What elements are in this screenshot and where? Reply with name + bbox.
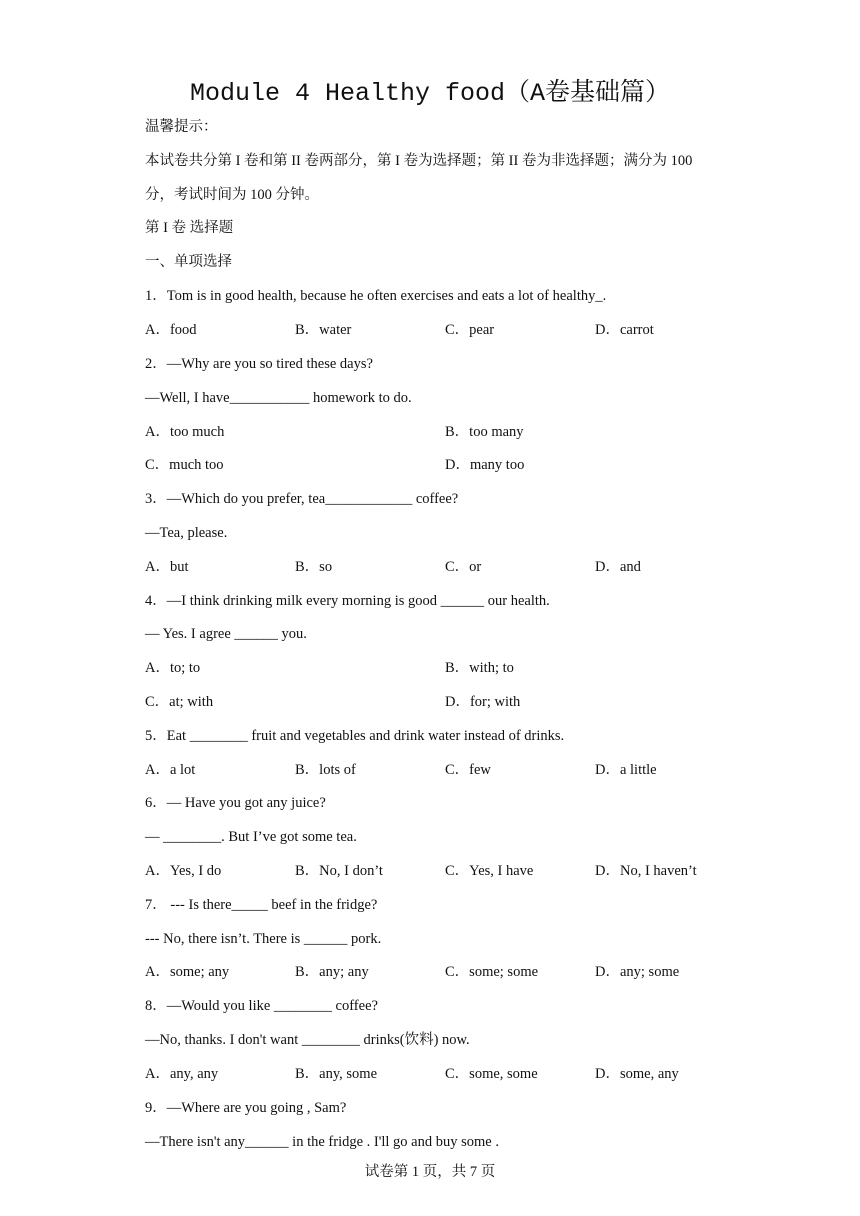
question-5-option-d[interactable]: D．a little bbox=[595, 762, 657, 778]
question-2-option-a[interactable]: A．too much bbox=[145, 424, 225, 440]
question-4-option-d[interactable]: D．for; with bbox=[445, 694, 521, 710]
question-3-option-a[interactable]: A．but bbox=[145, 559, 189, 575]
page-title: Module 4 Healthy food（A卷基础篇） bbox=[189, 79, 671, 108]
tip-line-2: 分，考试时间为 100 分钟。 bbox=[145, 187, 319, 203]
question-3-option-b[interactable]: B．so bbox=[295, 559, 333, 575]
question-2-reply: —Well, I have___________ homework to do. bbox=[145, 390, 412, 406]
question-6-option-d[interactable]: D．No, I haven’t bbox=[595, 863, 697, 879]
question-8-option-d[interactable]: D．some, any bbox=[595, 1066, 679, 1082]
question-3-reply: —Tea, please. bbox=[145, 525, 228, 541]
question-1-option-a[interactable]: A．food bbox=[145, 322, 197, 338]
question-8-option-b[interactable]: B．any, some bbox=[295, 1066, 378, 1082]
question-9-stem: 9．—Where are you going , Sam? bbox=[145, 1100, 347, 1116]
question-9-reply: —There isn't any______ in the fridge . I'll go and buy some . bbox=[145, 1134, 499, 1150]
question-4-option-a[interactable]: A．to; to bbox=[145, 660, 201, 676]
question-4-stem: 4．—I think drinking milk every morning is good ______ our health. bbox=[145, 593, 550, 609]
question-1-option-c[interactable]: C．pear bbox=[445, 322, 495, 338]
part-heading: 第 I 卷 选择题 bbox=[145, 220, 234, 236]
question-4-option-c[interactable]: C．at; with bbox=[145, 694, 214, 710]
question-2-option-b[interactable]: B．too many bbox=[445, 424, 524, 440]
question-4-option-b[interactable]: B．with; to bbox=[445, 660, 514, 676]
question-2-stem: 2．—Why are you so tired these days? bbox=[145, 356, 373, 372]
question-5-stem: 5．Eat ________ fruit and vegetables and drink water instead of drinks. bbox=[145, 728, 565, 744]
section-heading: 一、单项选择 bbox=[145, 254, 232, 270]
question-5-option-c[interactable]: C．few bbox=[445, 762, 491, 778]
question-6-option-c[interactable]: C．Yes, I have bbox=[445, 863, 534, 879]
question-5-option-b[interactable]: B．lots of bbox=[295, 762, 356, 778]
question-8-option-a[interactable]: A．any, any bbox=[145, 1066, 219, 1082]
question-6-option-a[interactable]: A．Yes, I do bbox=[145, 863, 222, 879]
question-8-stem: 8．—Would you like ________ coffee? bbox=[145, 998, 378, 1014]
question-8-option-c[interactable]: C．some, some bbox=[445, 1066, 538, 1082]
question-3-stem: 3．—Which do you prefer, tea____________ coffee? bbox=[145, 491, 459, 507]
question-7-option-d[interactable]: D．any; some bbox=[595, 964, 680, 980]
question-7-option-a[interactable]: A．some; any bbox=[145, 964, 230, 980]
question-7-reply: --- No, there isn’t. There is ______ pork. bbox=[145, 931, 382, 947]
question-1-option-b[interactable]: B．water bbox=[295, 322, 352, 338]
question-1-option-d[interactable]: D．carrot bbox=[595, 322, 654, 338]
question-7-stem: 7． --- Is there_____ beef in the fridge? bbox=[145, 897, 378, 913]
question-6-option-b[interactable]: B．No, I don’t bbox=[295, 863, 383, 879]
tip-label: 温馨提示： bbox=[145, 119, 218, 135]
question-3-option-c[interactable]: C．or bbox=[445, 559, 482, 575]
question-7-option-b[interactable]: B．any; any bbox=[295, 964, 369, 980]
question-5-option-a[interactable]: A．a lot bbox=[145, 762, 196, 778]
question-7-option-c[interactable]: C．some; some bbox=[445, 964, 539, 980]
question-8-reply: —No, thanks. I don't want ________ drinks(饮料) now. bbox=[145, 1032, 470, 1048]
page-footer: 试卷第 1 页，共 7 页 bbox=[364, 1164, 496, 1180]
question-6-stem: 6．— Have you got any juice? bbox=[145, 795, 326, 811]
tip-line-1: 本试卷共分第 I 卷和第 II 卷两部分，第 I 卷为选择题；第 II 卷为非选择题；满分为 100 bbox=[145, 153, 693, 169]
question-1-stem: 1．Tom is in good health, because he often exercises and eats a lot of healthy_. bbox=[145, 288, 607, 304]
question-3-option-d[interactable]: D．and bbox=[595, 559, 641, 575]
question-2-option-c[interactable]: C．much too bbox=[145, 457, 224, 473]
question-6-reply: — ________. But I’ve got some tea. bbox=[145, 829, 357, 845]
question-4-reply: — Yes. I agree ______ you. bbox=[145, 626, 307, 642]
question-2-option-d[interactable]: D．many too bbox=[445, 457, 525, 473]
